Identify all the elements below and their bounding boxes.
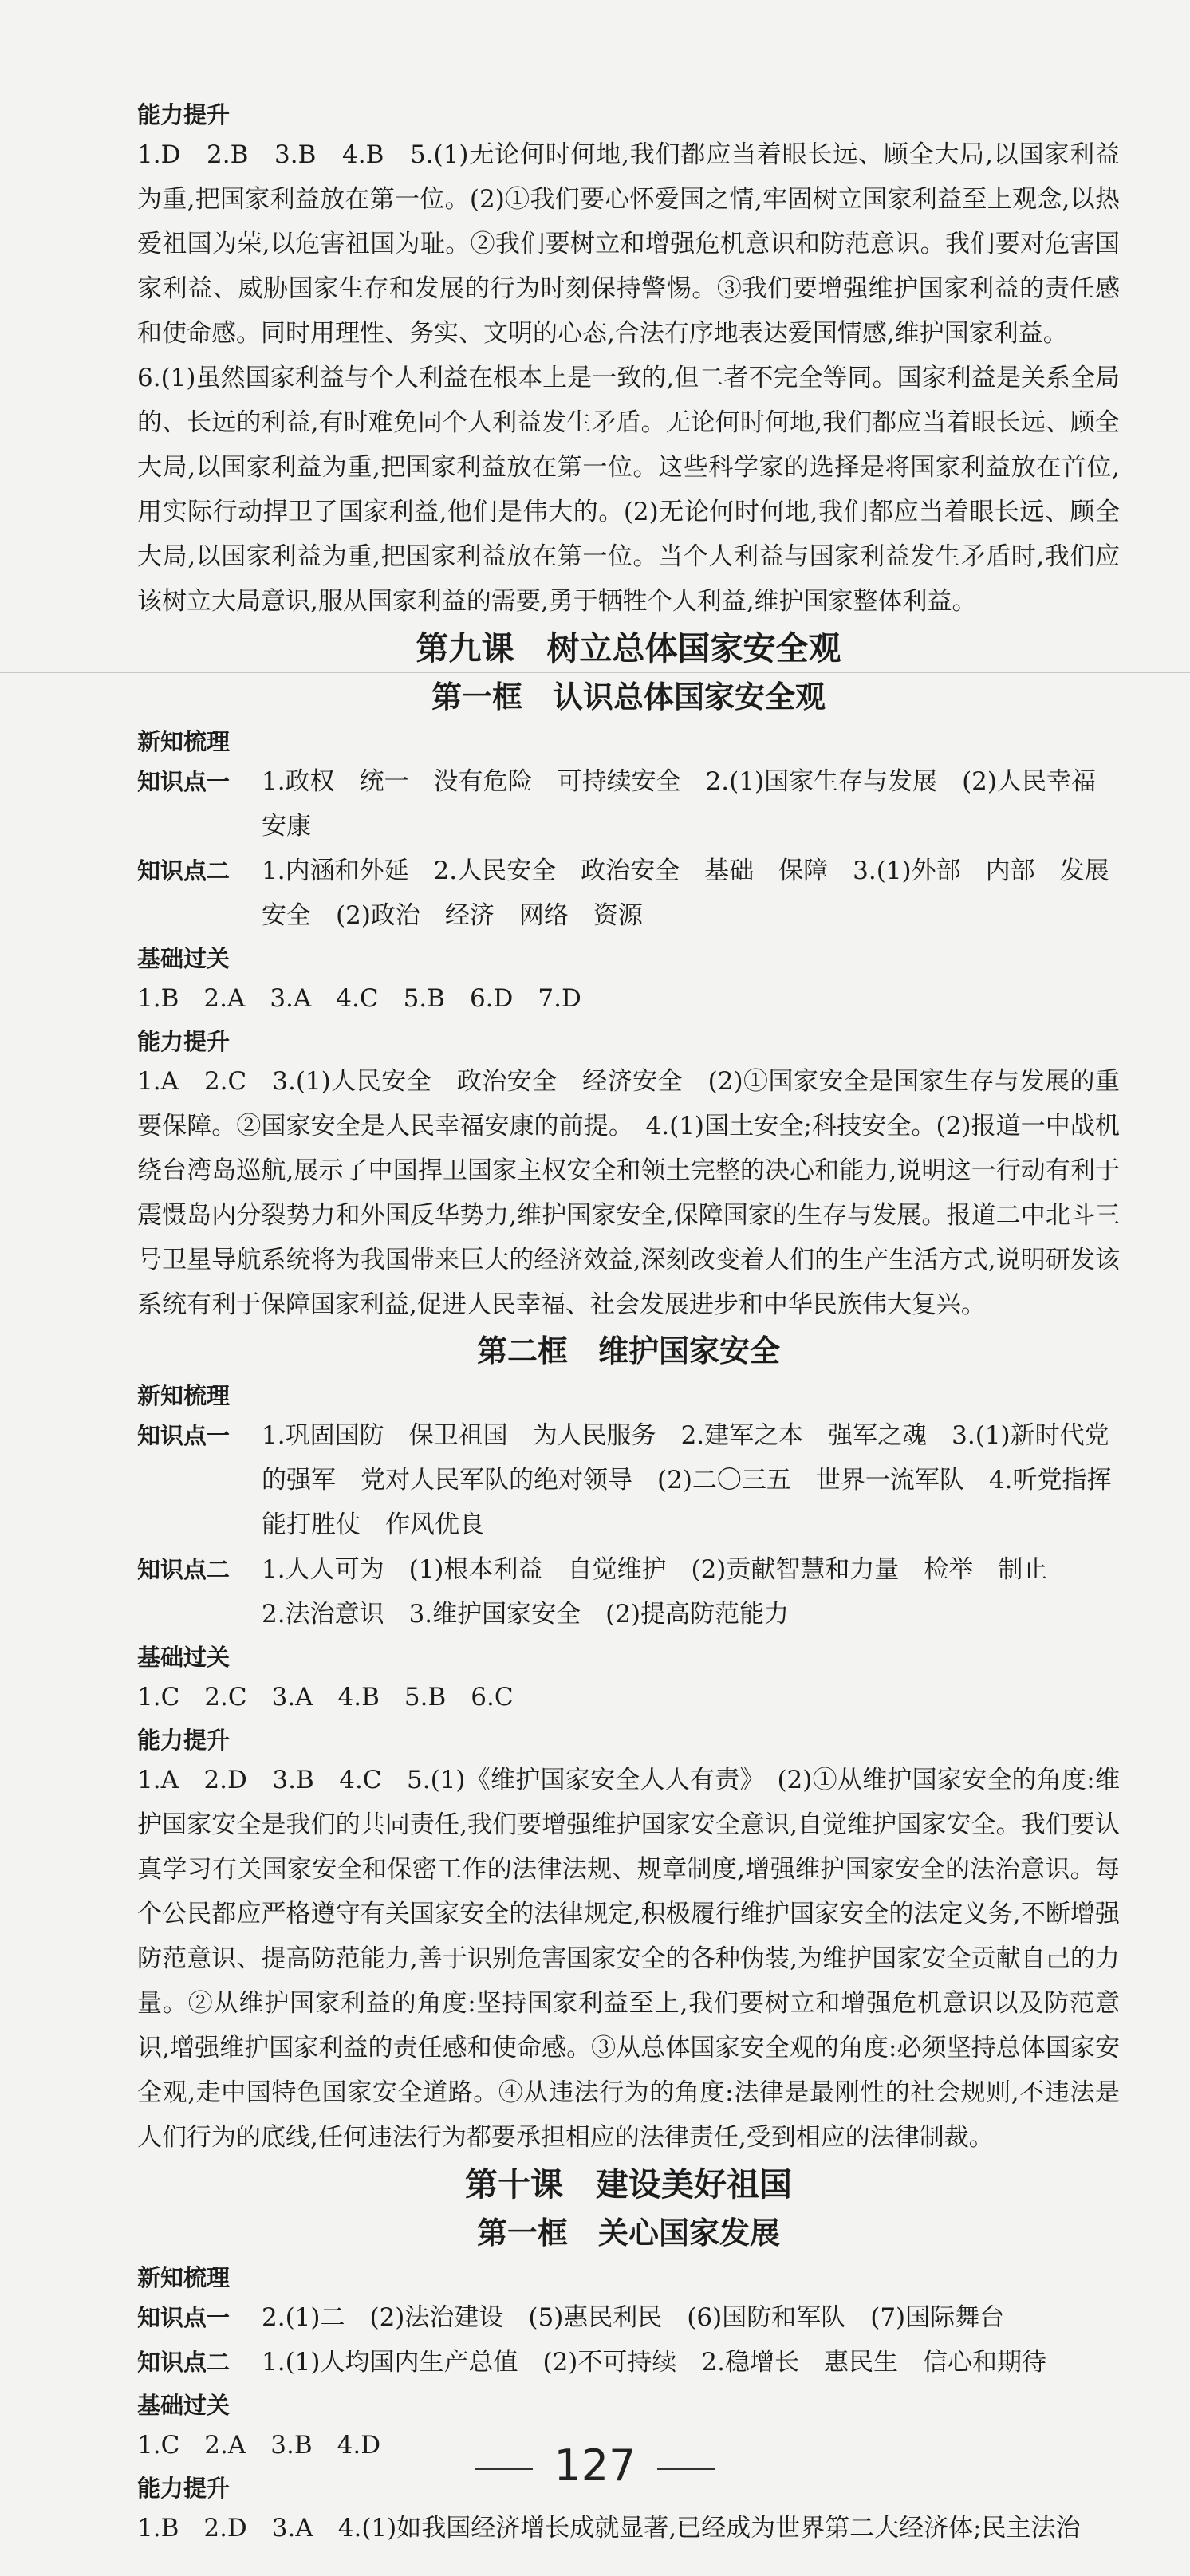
lesson-title: 第十课 建设美好祖国: [465, 2165, 792, 2204]
frame-title: 第二框 维护国家安全: [476, 1333, 780, 1369]
knowledge-point: [137, 759, 1120, 849]
knowledge-point: [137, 1413, 1137, 1547]
section-heading: 能力提升: [137, 1727, 231, 1754]
answer-line: 1.B 2.D 3.A 4.(1)如我国经济增长成就显著,已经成为世界第二大经济体;民主法治: [137, 2514, 1081, 2543]
knowledge-point-label: 知识点一: [137, 2304, 231, 2331]
knowledge-point-label: 知识点二: [137, 2349, 231, 2376]
answer-paragraph: 1.A 2.C 3.(1)人民安全 政治安全 经济安全 (2)①国家安全是国家生存与发展的重要保障。②国家安全是人民幸福安康的前提。 4.(1)国土安全;科技安全。(2)报道一中战机绕台湾岛巡航,展示了中国捍卫国家主权安全和领土完整的决心和能力,说明这一行动有利于震慑岛内分裂势力和外国反华势力,维护国家安全,保障国家的生存与发展。报道二中北斗三号卫星导航系统将为我国带来巨大的经济效益,深刻改变着人们的生产生活方式,说明研发该系统有利于保障国家利益,促进人民幸福、社会发展进步和中华民族伟大复兴。: [137, 1067, 1120, 1319]
answer-line: 1.C 2.C 3.A 4.B 5.B 6.C: [137, 1683, 514, 1711]
answer-paragraph: 1.A 2.D 3.B 4.C 5.(1)《维护国家安全人人有责》 (2)①从维护国家安全的角度:维护国家安全是我们的共同责任,我们要增强维护国家安全意识,自觉维护国家安全。我们要认真学习有关国家安全和保密工作的法律法规、规章制度,增强维护国家安全的法治意识。每个公民都应严格遵守有关国家安全的法律规定,积极履行维护国家安全的法定义务,不断增强防范意识、提高防范能力,善于识别危害国家安全的各种伪装,为维护国家安全贡献自己的力量。②从维护国家利益的角度:坚持国家利益至上,我们要树立和增强危机意识以及防范意识,增强维护国家利益的责任感和使命感。③从总体国家安全观的角度:必须坚持总体国家安全观,走中国特色国家安全道路。④从违法行为的角度:法律是最刚性的社会规则,不违法是人们行为的底线,任何违法行为都要承担相应的法律责任,受到相应的法律制裁。: [137, 1766, 1120, 2152]
answer-line: 1.C 2.A 3.B 4.D: [137, 2431, 381, 2460]
page-number-dash: [657, 2468, 715, 2470]
answer-content: [137, 94, 1137, 2550]
knowledge-point-text: 1.(1)人均国内生产总值 (2)不可持续 2.稳增长 惠民生 信心和期待: [262, 2348, 1046, 2377]
knowledge-point: [137, 2340, 1120, 2385]
knowledge-point-label: 知识点二: [137, 857, 231, 884]
page-number: [0, 2440, 1190, 2491]
knowledge-point-text: 2.(1)二 (2)法治建设 (5)惠民利民 (6)国防和军队 (7)国际舞台: [262, 2303, 1005, 2332]
knowledge-point-text: [262, 1547, 1120, 1637]
section-heading: 能力提升: [137, 101, 231, 128]
page-number-text: 127: [554, 2440, 636, 2491]
knowledge-point: [137, 1547, 1120, 1637]
frame-title: 第一框 认识总体国家安全观: [431, 679, 826, 715]
knowledge-point-label: 知识点一: [137, 1422, 231, 1449]
page-number-dash: [475, 2468, 533, 2470]
frame-title: 第一框 关心国家发展: [476, 2216, 780, 2251]
lesson-title: 第九课 树立总体国家安全观: [416, 629, 841, 668]
knowledge-point-text: 1.巩固国防 保卫祖国 为人民服务 2.建军之本 强军之魂 3.(1)新时代党的强军 党对人民军队的绝对领导 (2)二〇三五 世界一流军队 4.听党指挥 能打胜仗 作风优良: [262, 1421, 1137, 1539]
knowledge-point-label: 知识点一: [137, 768, 231, 795]
section-heading: 基础过关: [137, 2392, 231, 2419]
knowledge-point-line: 1.人人可为 (1)根本利益 自觉维护 (2)贡献智慧和力量 检举 制止: [262, 1555, 1048, 1584]
section-heading: 基础过关: [137, 1644, 231, 1671]
knowledge-point-text: 1.内涵和外延 2.人民安全 政治安全 基础 保障 3.(1)外部 内部 发展 安全 (2)政治 经济 网络 资源: [262, 857, 1134, 930]
answer-line: 1.B 2.A 3.A 4.C 5.B 6.D 7.D: [137, 984, 581, 1013]
section-heading: 新知梳理: [137, 1382, 231, 1409]
knowledge-point: [137, 849, 1134, 938]
knowledge-point: [137, 2295, 1120, 2340]
section-heading: 新知梳理: [137, 728, 231, 755]
section-heading: 新知梳理: [137, 2264, 231, 2291]
answer-paragraph: 6.(1)虽然国家利益与个人利益在根本上是一致的,但二者不完全等同。国家利益是关系全局的、长远的利益,有时难免同个人利益发生矛盾。无论何时何地,我们都应当着眼长远、顾全大局,以国家利益为重,把国家利益放在第一位。这些科学家的选择是将国家利益放在首位,用实际行动捍卫了国家利益,他们是伟大的。(2)无论何时何地,我们都应当着眼长远、顾全大局,以国家利益为重,把国家利益放在第一位。当个人利益与国家利益发生矛盾时,我们应该树立大局意识,服从国家利益的需要,勇于牺牲个人利益,维护国家整体利益。: [137, 364, 1120, 616]
section-heading: 基础过关: [137, 945, 231, 972]
knowledge-point-text: 1.政权 统一 没有危险 可持续安全 2.(1)国家生存与发展 (2)人民幸福安康: [262, 767, 1096, 841]
answer-paragraph: 1.D 2.B 3.B 4.B 5.(1)无论何时何地,我们都应当着眼长远、顾全大局,以国家利益为重,把国家利益放在第一位。(2)①我们要心怀爱国之情,牢固树立国家利益至上观念,以热爱祖国为荣,以危害祖国为耻。②我们要树立和增强危机意识和防范意识。我们要对危害国家利益、威胁国家生存和发展的行为时刻保持警惕。③我们要增强维护国家利益的责任感和使命感。同时用理性、务实、文明的心态,合法有序地表达爱国情感,维护国家利益。: [137, 140, 1120, 348]
knowledge-point-label: 知识点二: [137, 1556, 231, 1583]
section-heading: 能力提升: [137, 1028, 231, 1055]
section-heading: 能力提升: [137, 2475, 231, 2502]
knowledge-point-line: 2.法治意识 3.维护国家安全 (2)提高防范能力: [262, 1600, 790, 1629]
